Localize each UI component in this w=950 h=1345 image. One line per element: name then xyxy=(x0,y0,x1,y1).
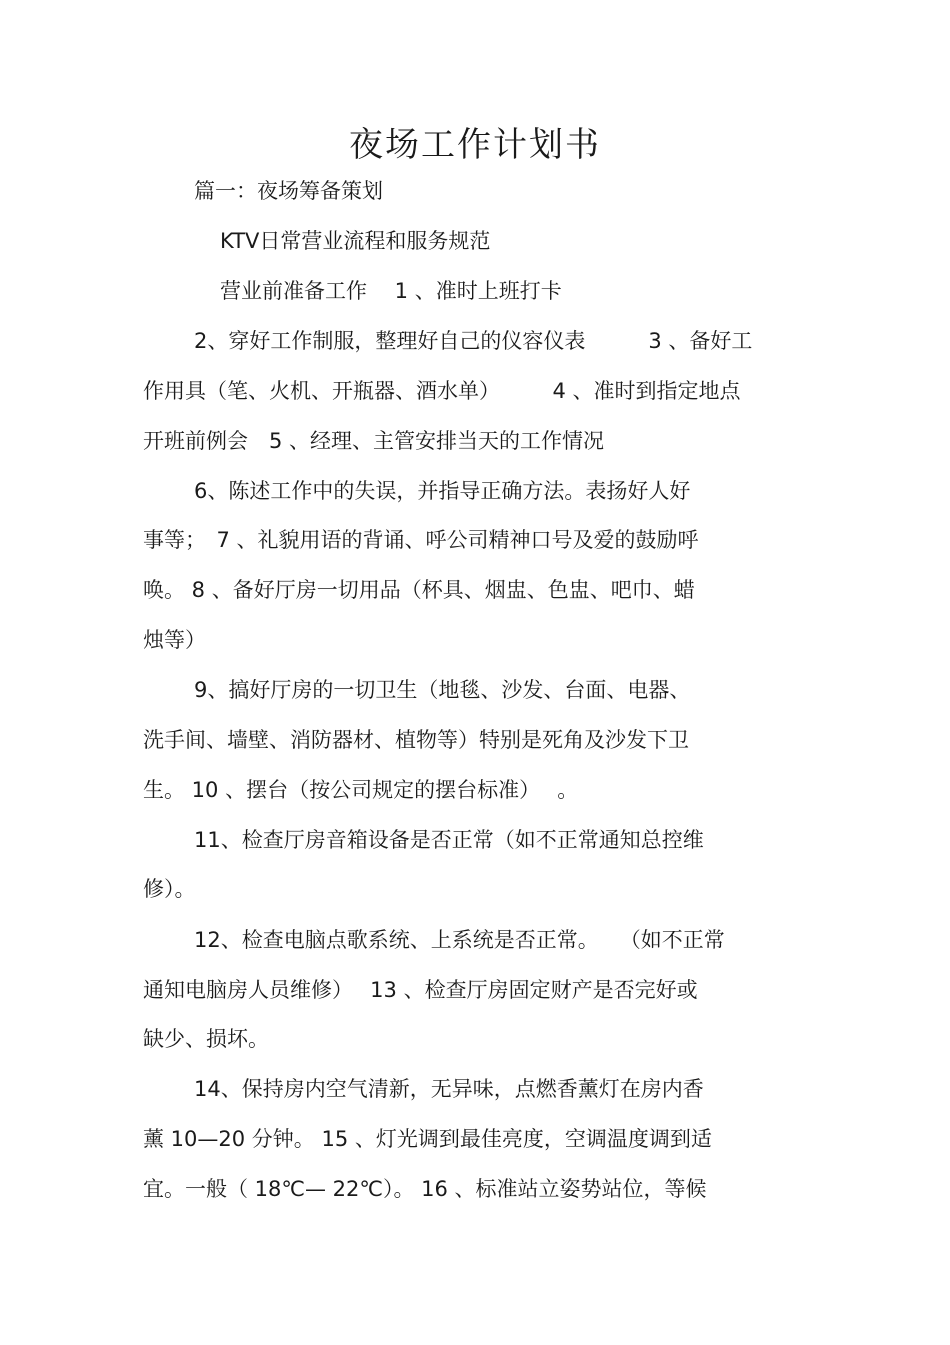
paragraph-line: 事等； 7 、礼貌用语的背诵、呼公司精神口号及爱的鼓励呼 xyxy=(143,528,699,552)
paragraph-line: 宜。一般（ 18℃— 22℃）。 16 、标准站立姿势站位，等候 xyxy=(143,1177,707,1201)
paragraph-line: 烛等） xyxy=(143,628,206,652)
paragraph-line: 11、检查厅房音箱设备是否正常（如不正常通知总控维 xyxy=(194,828,704,852)
paragraph-line: 14、保持房内空气清新，无异味，点燃香薰灯在房内香 xyxy=(194,1077,704,1101)
subsection-heading: KTV日常营业流程和服务规范 xyxy=(220,229,491,253)
paragraph-line: 通知电脑房人员维修） 13 、检查厅房固定财产是否完好或 xyxy=(143,978,698,1002)
paragraph-line: 缺少、损坏。 xyxy=(143,1027,269,1051)
section-heading: 篇一：夜场筹备策划 xyxy=(194,179,383,203)
paragraph-line: 12、检查电脑点歌系统、上系统是否正常。 （如不正常 xyxy=(194,928,725,952)
paragraph-line: 6、陈述工作中的失误，并指导正确方法。表扬好人好 xyxy=(194,479,691,503)
paragraph-line: 生。 10 、摆台（按公司规定的摆台标准） 。 xyxy=(143,778,579,802)
paragraph-line: 唤。 8 、备好厅房一切用品（杯具、烟盅、色盅、吧巾、蜡 xyxy=(143,578,695,602)
paragraph-line: 2、穿好工作制服，整理好自己的仪容仪表 3 、备好工 xyxy=(194,329,753,353)
paragraph-line: 薰 10—20 分钟。 15 、灯光调到最佳亮度，空调温度调到适 xyxy=(143,1127,712,1151)
paragraph-line: 洗手间、墙壁、消防器材、植物等）特别是死角及沙发下卫 xyxy=(143,728,689,752)
paragraph-line: 开班前例会 5 、经理、主管安排当天的工作情况 xyxy=(143,429,605,453)
document-title: 夜场工作计划书 xyxy=(349,125,601,165)
paragraph-line: 作用具（笔、火机、开瓶器、酒水单） 4 、准时到指定地点 xyxy=(143,379,741,403)
paragraph-line: 9、搞好厅房的一切卫生（地毯、沙发、台面、电器、 xyxy=(194,678,691,702)
paragraph-line: 营业前准备工作 1 、准时上班打卡 xyxy=(220,279,562,303)
paragraph-line: 修）。 xyxy=(143,877,196,901)
